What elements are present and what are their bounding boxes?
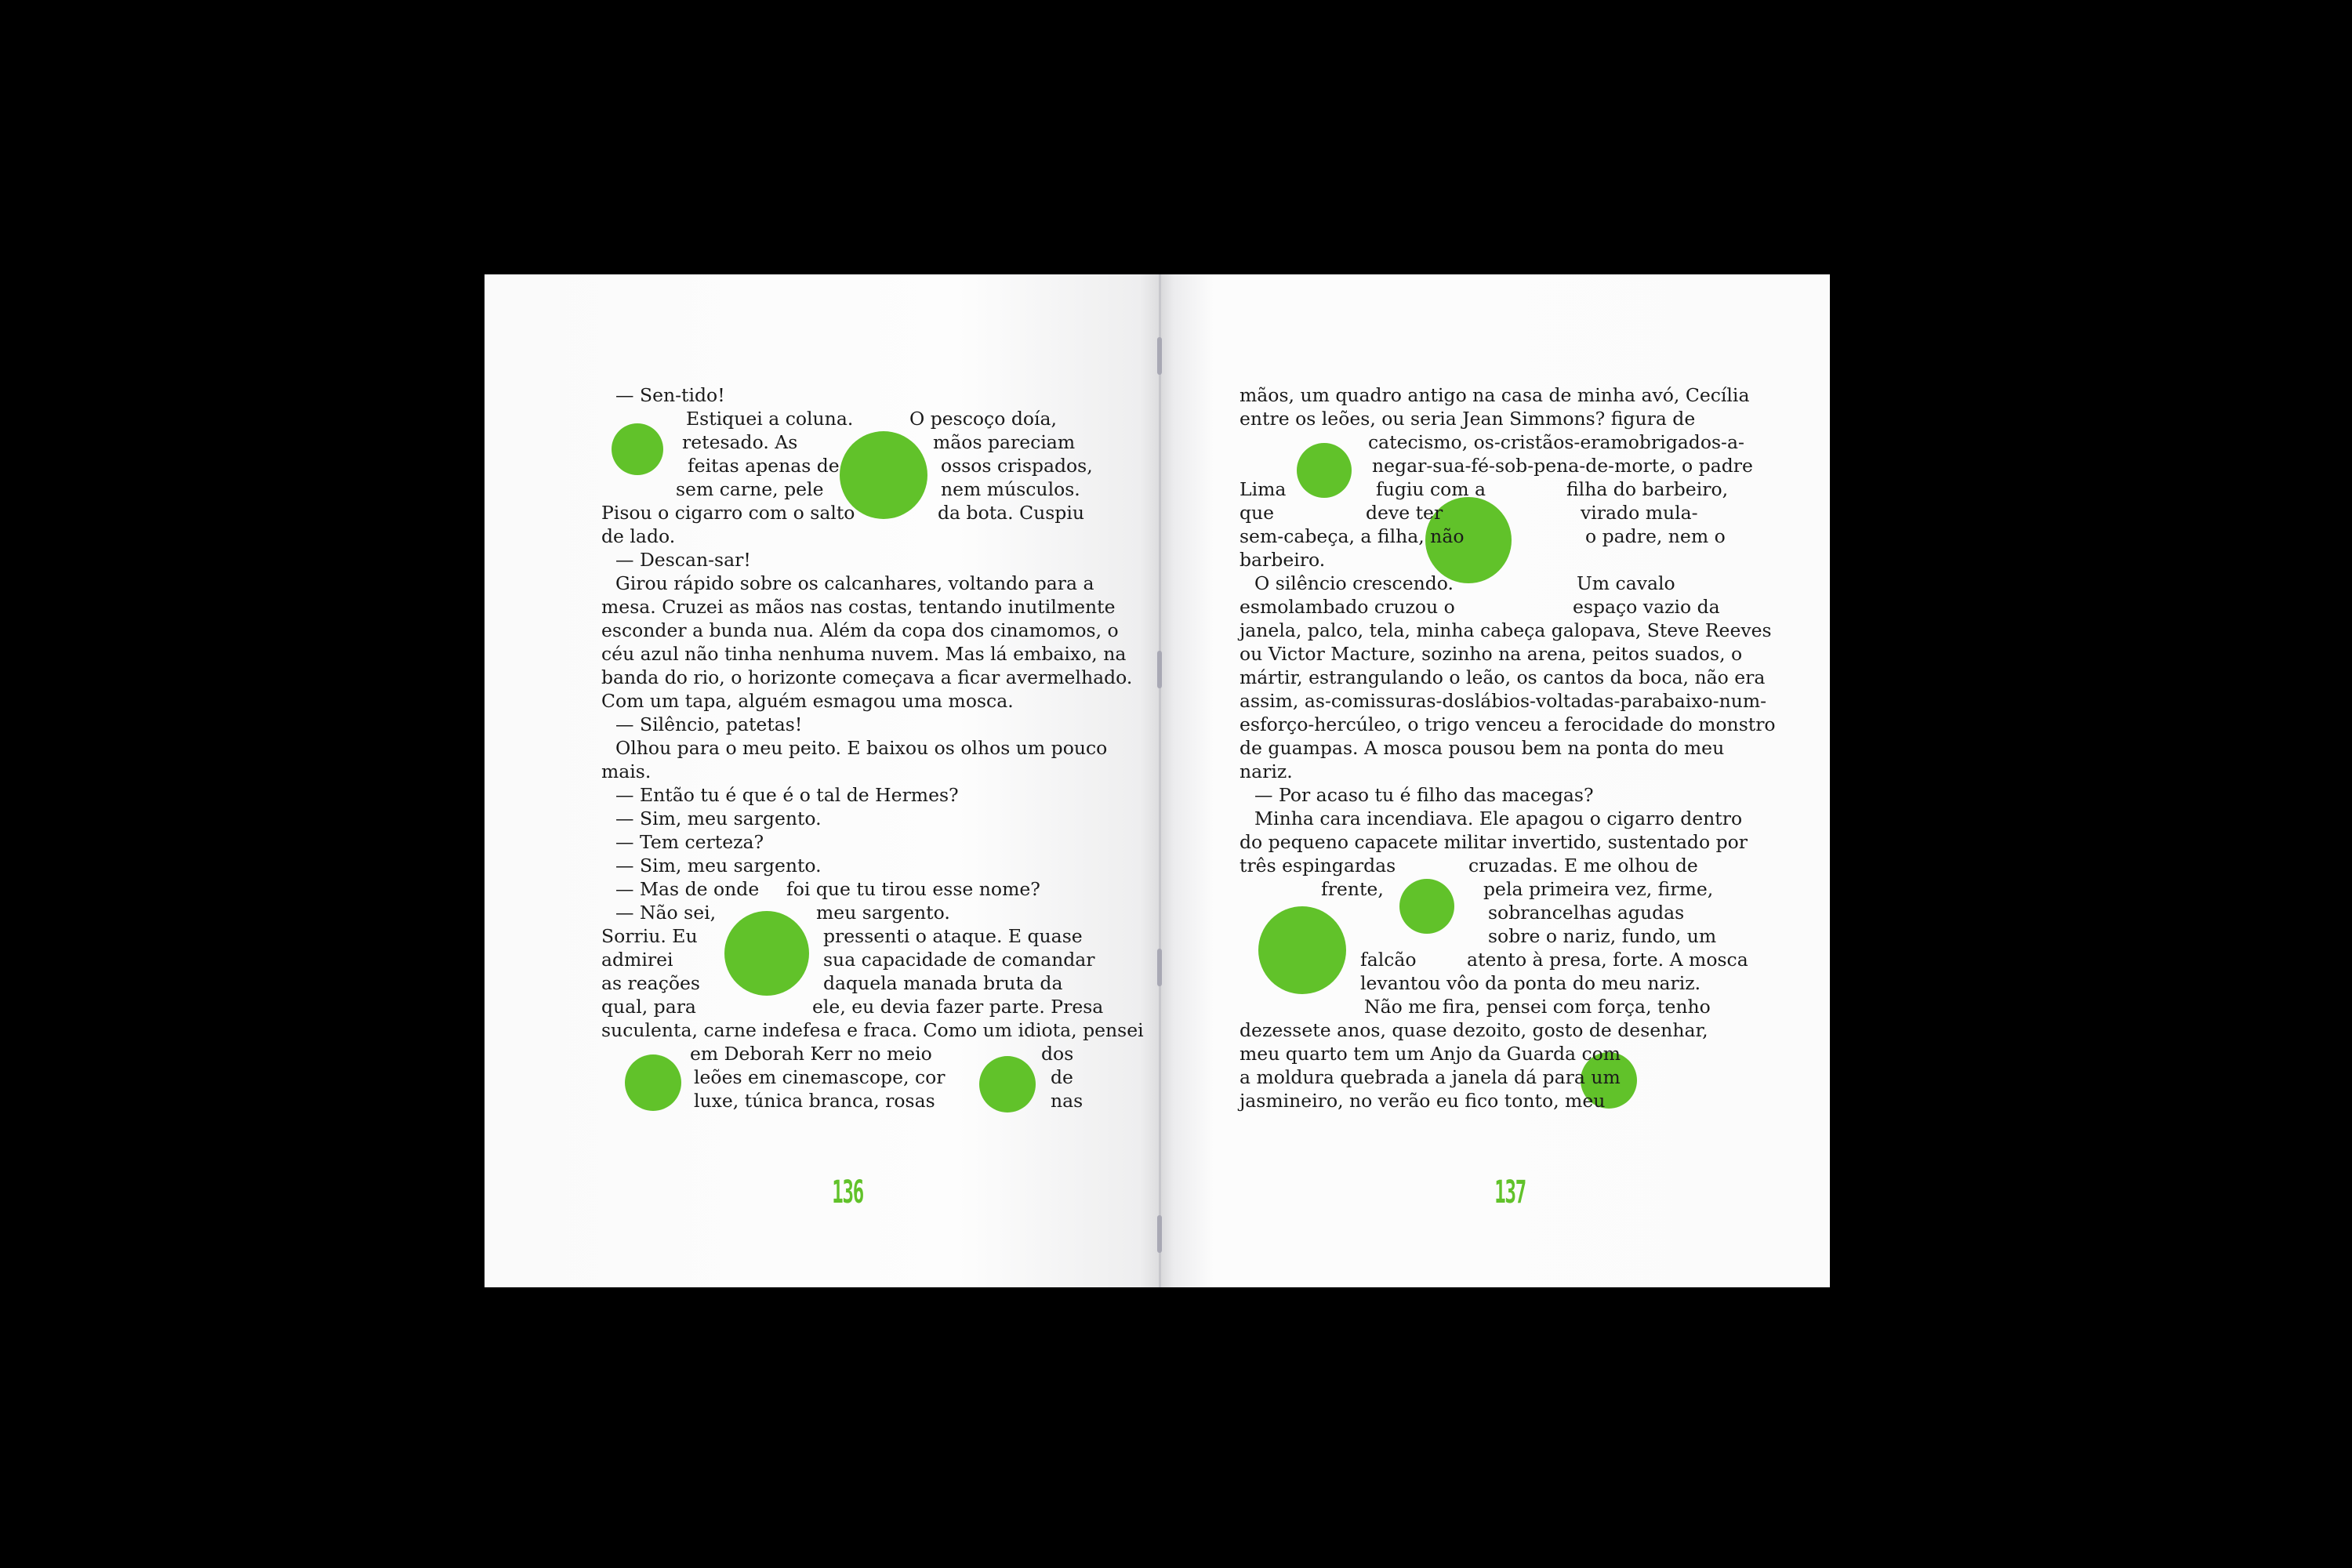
text-line: pressenti o ataque. E quase: [823, 925, 1083, 947]
text-line: O pescoço doía,: [909, 408, 1058, 430]
text-line: o padre, nem o: [1585, 525, 1726, 547]
text-line: que: [1240, 502, 1275, 524]
text-line: Estiquei a coluna.: [686, 408, 854, 430]
text-line: atento à presa, forte. A mosca: [1467, 949, 1748, 971]
page-number: 137: [1494, 1174, 1526, 1210]
text-line: barbeiro.: [1240, 549, 1326, 571]
text-line: ossos crispados,: [941, 455, 1093, 477]
text-line: leões em cinemascope, cor: [694, 1066, 946, 1088]
text-line: céu azul não tinha nenhuma nuvem. Mas lá embaixo, na: [601, 643, 1127, 665]
text-line: frente,: [1321, 878, 1384, 900]
text-line: nas: [1051, 1090, 1083, 1112]
text-line: Minha cara incendiava. Ele apagou o cigarro dentro: [1254, 808, 1743, 829]
text-line: — Sim, meu sargento.: [615, 808, 822, 829]
text-line: Olhou para o meu peito. E baixou os olhos um pouco: [615, 737, 1108, 759]
text-line: retesado. As: [682, 431, 798, 453]
text-line: admirei: [601, 949, 673, 971]
text-line: assim, as-comissuras-doslábios-voltadas-parabaixo-num-: [1240, 690, 1767, 712]
text-line: Girou rápido sobre os calcanhares, voltando para a: [615, 572, 1094, 594]
text-line: Pisou o cigarro com o salto: [601, 502, 855, 524]
text-line: sobre o nariz, fundo, um: [1488, 925, 1717, 947]
text-line: esmolambado cruzou o: [1240, 596, 1455, 618]
text-line: luxe, túnica branca, rosas: [694, 1090, 935, 1112]
text-line: foi que tu tirou esse nome?: [786, 878, 1040, 900]
green-dot: [724, 911, 809, 996]
text-line: levantou vôo da ponta do meu nariz.: [1360, 972, 1701, 994]
text-line: virado mula-: [1581, 502, 1698, 524]
text-line: do pequeno capacete militar invertido, sustentado por: [1240, 831, 1748, 853]
text-line: de lado.: [601, 525, 676, 547]
text-line: de: [1051, 1066, 1073, 1088]
text-line: feitas apenas de: [688, 455, 840, 477]
text-line: deve ter: [1366, 502, 1443, 524]
text-line: esforço-hercúleo, o trigo venceu a ferocidade do monstro: [1240, 713, 1776, 735]
text-line: mãos pareciam: [933, 431, 1076, 453]
text-line: janela, palco, tela, minha cabeça galopava, Steve Reeves: [1240, 619, 1772, 641]
text-line: Lima: [1240, 478, 1287, 500]
text-line: Um cavalo: [1577, 572, 1675, 594]
spine-stitch: [1157, 949, 1162, 986]
text-line: ou Victor Macture, sozinho na arena, peitos suados, o: [1240, 643, 1743, 665]
text-line: Não me fira, pensei com força, tenho: [1364, 996, 1711, 1018]
text-line: da bota. Cuspiu: [938, 502, 1084, 524]
text-line: — Sen-tido!: [615, 384, 725, 406]
green-dot: [612, 423, 663, 475]
text-line: fugiu com a: [1376, 478, 1486, 500]
text-line: esconder a bunda nua. Além da copa dos cinamomos, o: [601, 619, 1119, 641]
text-line: espaço vazio da: [1573, 596, 1720, 618]
text-line: suculenta, carne indefesa e fraca. Como um idiota, pensei: [601, 1019, 1144, 1041]
text-line: dezessete anos, quase dezoito, gosto de desenhar,: [1240, 1019, 1708, 1041]
text-line: filha do barbeiro,: [1566, 478, 1729, 500]
text-line: dos: [1041, 1043, 1074, 1065]
text-line: meu sargento.: [816, 902, 950, 924]
text-line: sobrancelhas agudas: [1488, 902, 1685, 924]
spine-stitch: [1157, 651, 1162, 688]
text-line: meu quarto tem um Anjo da Guarda com: [1240, 1043, 1621, 1065]
text-line: mesa. Cruzei as mãos nas costas, tentando inutilmente: [601, 596, 1116, 618]
text-line: negar-sua-fé-sob-pena-de-morte, o padre: [1372, 455, 1753, 477]
text-line: pela primeira vez, firme,: [1483, 878, 1714, 900]
text-line: ele, eu devia fazer parte. Presa: [812, 996, 1104, 1018]
text-line: O silêncio crescendo.: [1254, 572, 1454, 594]
text-line: catecismo, os-cristãos-eramobrigados-a-: [1368, 431, 1744, 453]
text-line: qual, para: [601, 996, 696, 1018]
text-line: banda do rio, o horizonte começava a ficar avermelhado.: [601, 666, 1133, 688]
green-dot: [1258, 906, 1346, 994]
text-line: — Então tu é que é o tal de Hermes?: [615, 784, 959, 806]
text-line: — Mas de onde: [615, 878, 760, 900]
text-line: cruzadas. E me olhou de: [1468, 855, 1698, 877]
text-line: falcão: [1360, 949, 1417, 971]
spine-stitch: [1157, 337, 1162, 375]
text-line: Sorriu. Eu: [601, 925, 698, 947]
text-line: a moldura quebrada a janela dá para um: [1240, 1066, 1621, 1088]
text-line: as reações: [601, 972, 700, 994]
green-dot: [979, 1056, 1036, 1112]
book-spine: [1159, 274, 1161, 1287]
text-line: de guampas. A mosca pousou bem na ponta do meu: [1240, 737, 1725, 759]
text-line: mártir, estrangulando o leão, os cantos da boca, não era: [1240, 666, 1766, 688]
text-line: — Sim, meu sargento.: [615, 855, 822, 877]
text-line: sem carne, pele: [676, 478, 824, 500]
text-line: em Deborah Kerr no meio: [690, 1043, 932, 1065]
text-line: três espingardas: [1240, 855, 1396, 877]
green-dot: [625, 1054, 681, 1111]
text-line: — Por acaso tu é filho das macegas?: [1254, 784, 1594, 806]
text-line: nariz.: [1240, 760, 1293, 782]
text-line: Com um tapa, alguém esmagou uma mosca.: [601, 690, 1014, 712]
text-line: — Tem certeza?: [615, 831, 764, 853]
text-line: — Silêncio, patetas!: [615, 713, 803, 735]
text-line: jasmineiro, no verão eu fico tonto, meu: [1240, 1090, 1606, 1112]
text-line: nem músculos.: [941, 478, 1080, 500]
text-line: mais.: [601, 760, 652, 782]
text-line: entre os leões, ou seria Jean Simmons? figura de: [1240, 408, 1696, 430]
page-number: 136: [832, 1174, 863, 1210]
green-dot: [1297, 443, 1352, 498]
green-dot: [1399, 879, 1454, 934]
text-line: daquela manada bruta da: [823, 972, 1063, 994]
text-line: sem-cabeça, a filha, não: [1240, 525, 1465, 547]
text-line: sua capacidade de comandar: [823, 949, 1095, 971]
text-line: — Não sei,: [615, 902, 717, 924]
text-line: — Descan-sar!: [615, 549, 751, 571]
text-line: mãos, um quadro antigo na casa de minha avó, Cecília: [1240, 384, 1750, 406]
spine-stitch: [1157, 1215, 1162, 1253]
